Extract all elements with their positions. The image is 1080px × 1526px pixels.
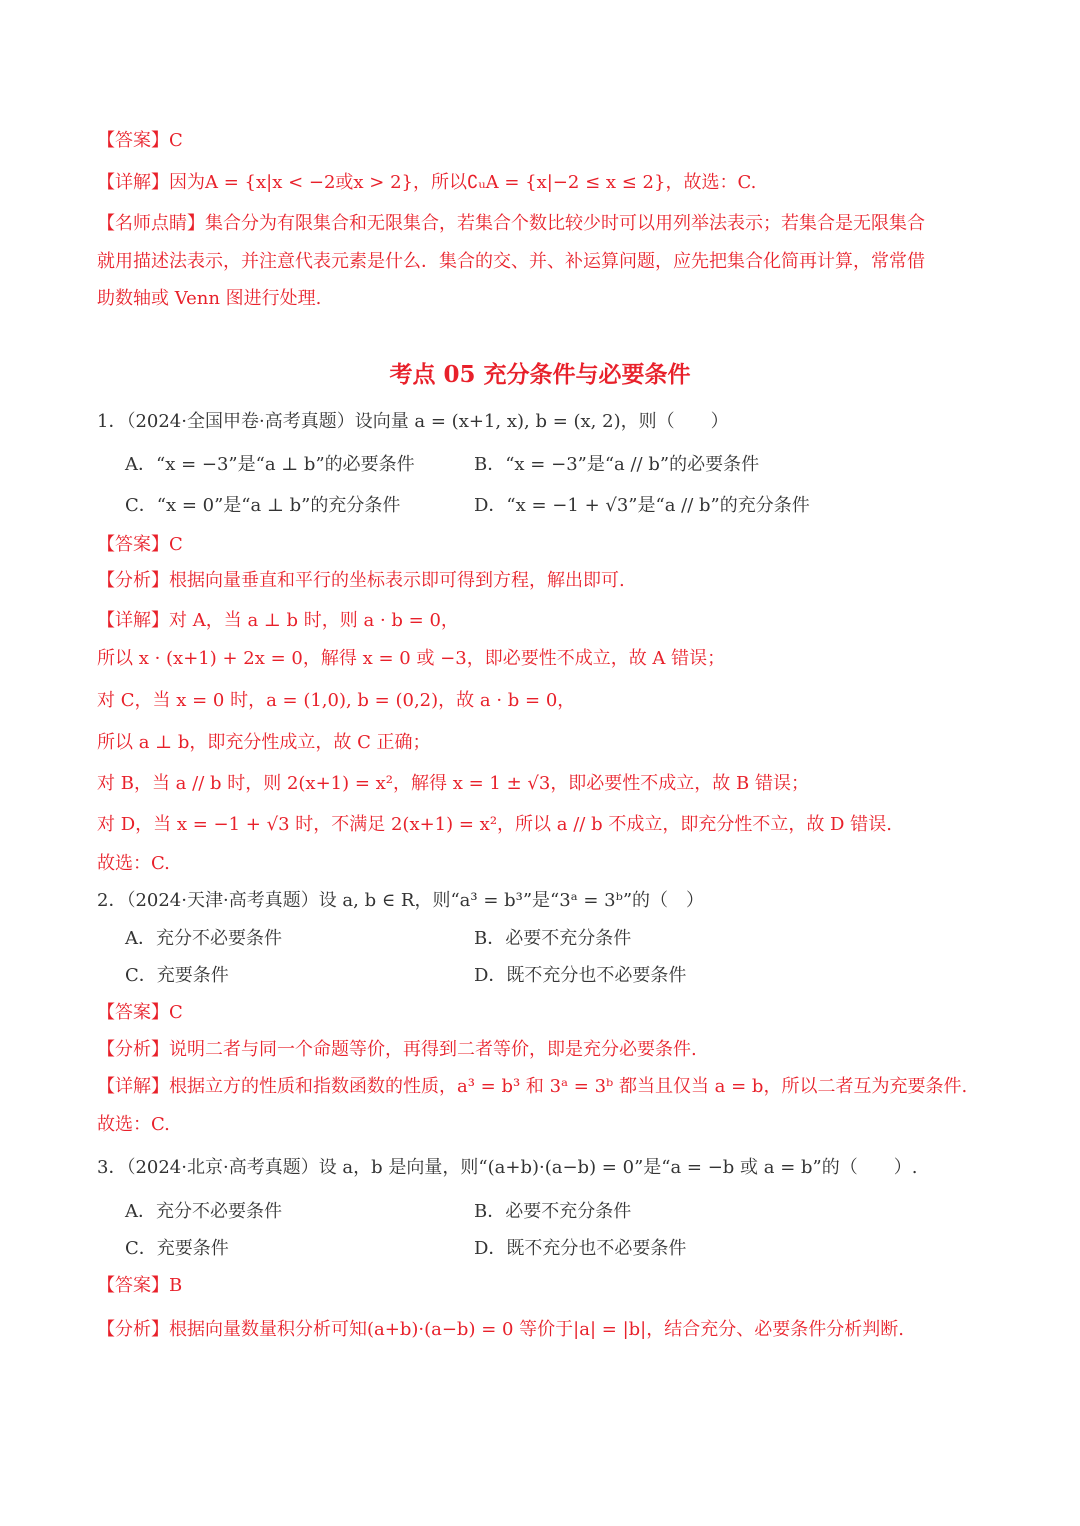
q2-option-b: B．必要不充分条件 [474,928,632,949]
q1-detail-3: 对 C，当 x = 0 时，a = (1,0), b = (0,2)，故 a · b = 0， [97,690,576,711]
q1-option-b: B．“x = −3”是“a // b”的必要条件 [474,454,760,475]
q3-option-c: C．充要条件 [125,1238,229,1259]
section-title: 考点 05 充分条件与必要条件 [389,361,691,388]
q1-detail-5: 对 B，当 a // b 时，则 2(x+1) = x²，解得 x = 1 ± √3，即必要性不成立，故 B 错误； [97,773,809,794]
q1-option-c: C．“x = 0”是“a ⊥ b”的充分条件 [125,495,401,516]
q3-option-a: A．充分不必要条件 [125,1201,282,1222]
q3-analysis: 【分析】根据向量数量积分析可知(a+b)·(a−b) = 0 等价于|a| = |b|，结合充分、必要条件分析判断. [97,1319,904,1340]
q2-option-c: C．充要条件 [125,965,229,986]
q3-answer: 【答案】B [97,1275,183,1296]
q1-option-d: D．“x = −1 + √3”是“a // b”的充分条件 [474,495,810,516]
q1-detail-1: 【详解】对 A，当 a ⊥ b 时，则 a · b = 0， [97,610,459,631]
q2-stem: 2．（2024·天津·高考真题）设 a, b ∈ R，则“a³ = b³”是“3ᵃ = 3ᵇ”的（ ） [97,890,705,911]
q1-detail-4: 所以 a ⊥ b，即充分性成立，故 C 正确； [97,732,431,753]
q1-answer: 【答案】C [97,534,183,555]
q1-detail-6: 对 D，当 x = −1 + √3 时，不满足 2(x+1) = x²，所以 a // b 不成立，即充分性不立，故 D 错误. [97,814,892,835]
q2-answer: 【答案】C [97,1002,183,1023]
q2-analysis: 【分析】说明二者与同一个命题等价，再得到二者等价，即是充分必要条件. [97,1039,697,1060]
q3-option-b: B．必要不充分条件 [474,1201,632,1222]
q2-detail: 【详解】根据立方的性质和指数函数的性质，a³ = b³ 和 3ᵃ = 3ᵇ 都当且仅当 a = b，所以二者互为充要条件. [97,1076,968,1097]
q2-final: 故选：C. [97,1114,170,1135]
q1-stem: 1．（2024·全国甲卷·高考真题）设向量 a = (x+1, x), b = (x, 2)，则（ ） [97,411,729,432]
q3-stem: 3．（2024·北京·高考真题）设 a，b 是向量，则“(a+b)·(a−b) = 0”是“a = −b 或 a = b”的（ ）. [97,1157,918,1178]
q2-option-a: A．充分不必要条件 [125,928,282,949]
q3-option-d: D．既不充分也不必要条件 [474,1238,687,1259]
q1-detail-2: 所以 x · (x+1) + 2x = 0，解得 x = 0 或 −3，即必要性不成立，故 A 错误； [97,648,726,669]
q1-analysis: 【分析】根据向量垂直和平行的坐标表示即可得到方程，解出即可. [97,570,625,591]
prev-answer: 【答案】C [97,130,183,151]
prev-detail: 【详解】因为A = {x|x < −2或x > 2}，所以∁ᵤA = {x|−2 ≤ x ≤ 2}，故选：C. [97,172,757,193]
q2-option-d: D．既不充分也不必要条件 [474,965,687,986]
q1-final: 故选：C. [97,853,170,874]
prev-tip-line-1: 【名师点睛】集合分为有限集合和无限集合，若集合个数比较少时可以用列举法表示；若集合是无限集合 [97,213,925,234]
prev-tip-line-3: 助数轴或 Venn 图进行处理. [97,288,322,309]
q1-option-a: A．“x = −3”是“a ⊥ b”的必要条件 [125,454,415,475]
prev-tip-line-2: 就用描述法表示，并注意代表元素是什么．集合的交、并、补运算问题，应先把集合化简再计算，常常借 [97,251,925,272]
